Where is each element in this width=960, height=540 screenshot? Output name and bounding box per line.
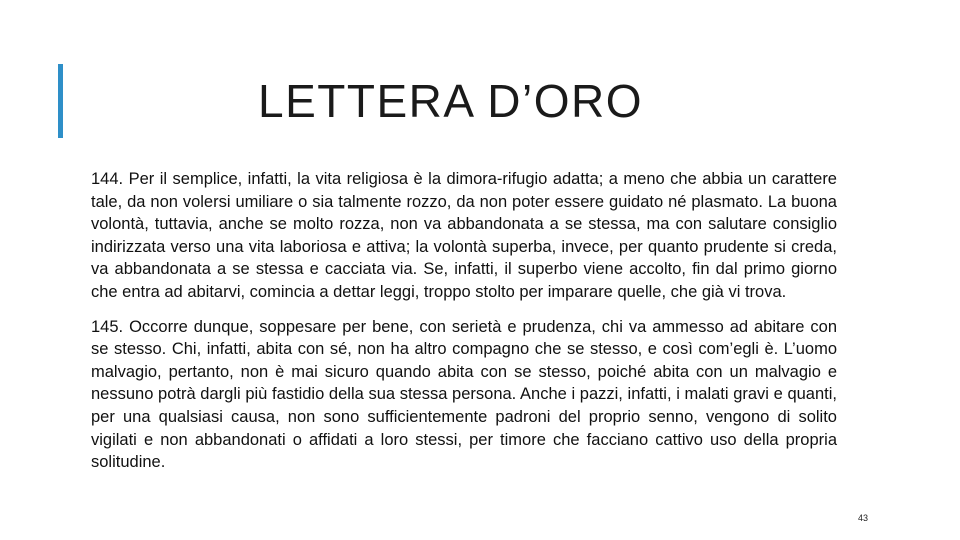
slide-body bbox=[91, 168, 837, 486]
paragraph-145: 145. Occorre dunque, soppesare per bene, con serietà e prudenza, chi va ammesso ad abitare con se stesso. Chi, infatti, abita con sé, non ha altro compagno che se stesso, e così com’egli è. L’uomo malvagio, pertanto, non è mai sicuro quando abita con se stesso, poiché abita con un malvagio e nessuno potrà dargli più fastidio della sua stessa persona. Anche i pazzi, infatti, i malati gravi e quanti, per una qualsiasi causa, non sono sufficientemente padroni del proprio senno, vengono di solito vigilati e non abbandonati o affidati a loro stessi, per timore che facciano cattivo uso della propria solitudine. bbox=[91, 317, 837, 472]
slide-title: LETTERA D’ORO bbox=[258, 75, 644, 127]
title-accent-bar bbox=[58, 64, 63, 138]
paragraph-144: 144. Per il semplice, infatti, la vita religiosa è la dimora-rifugio adatta; a meno che abbia un carattere tale, da non volersi umiliare o sia talmente rozzo, da non poter essere guidato né plasmato. La buona volontà, tuttavia, anche se molto rozza, non va abbandonata a se stessa, ma con salutare consiglio indirizzata verso una vita laboriosa e attiva; la volontà superba, invece, per quanto prudente si creda, va abbandonata a se stessa e cacciata via. Se, infatti, il superbo viene accolto, fin dal primo giorno che entra ad abitarvi, comincia a dettar leggi, troppo stolto per imparare quelle, che già vi trova. bbox=[91, 170, 837, 301]
page-number: 43 bbox=[858, 513, 869, 523]
